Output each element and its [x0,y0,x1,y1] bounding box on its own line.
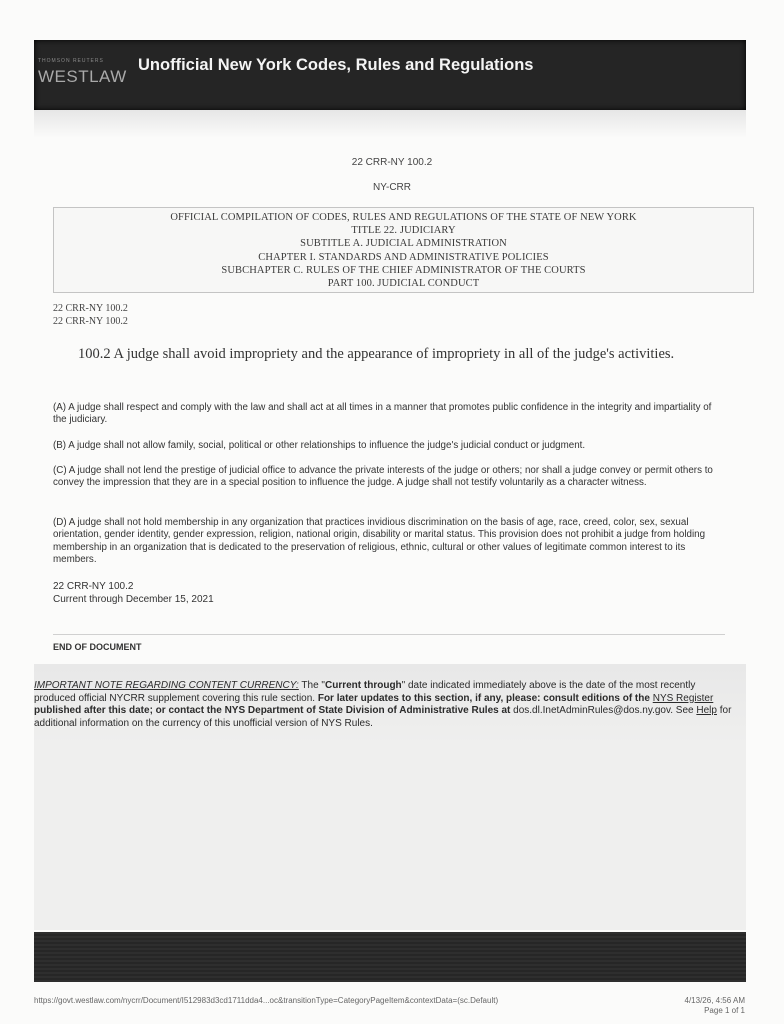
paragraph-d: (D) A judge shall not hold membership in any organization that practices invidious discrimination on the basis of age, race, creed, color, sex, sexual orientation, gender identity, gender expression, religion, national origin, disability or marital status. This provision does not prohibit a judge from holding membership in an organization that is dedicated to the preservation of religious, ethnic, cultural or other values of legitimate common interest to its members. [53,517,706,566]
current-through: Current through December 15, 2021 [53,594,214,605]
section-heading: 100.2 A judge shall avoid impropriety and the appearance of impropriety in all of the judge's activities. [78,346,675,362]
paragraph-b: (B) A judge shall not allow family, social, political or other relationships to influence the judge's judicial conduct or judgment. [53,440,586,451]
divider [53,634,725,635]
note-text: for additional information on the currency of this unofficial version of NYS Rules. [34,705,732,729]
page-number: Page 1 of 1 [704,1006,745,1015]
document-citation: 22 CRR-NY 100.2 [351,157,433,168]
document-source: NY-CRR [373,182,411,193]
header-shade [34,110,746,138]
note-current-through: Current through [325,680,402,691]
paragraph-a: (A) A judge shall respect and comply with the law and shall act at all times in a manner that promotes public confidence in the integrity and impartiality of the judiciary. [53,402,712,426]
paragraph-c: (C) A judge shall not lend the prestige of judicial office to advance the private interests of the judge or others; nor shall a judge convey or permit others to convey the impression that they are in a special position to influence the judge. A judge shall not testify voluntarily as a character witness. [53,465,713,489]
hierarchy-line: TITLE 22. JUDICIARY [351,225,456,237]
end-of-document: END OF DOCUMENT [53,642,142,652]
help-link[interactable]: Help [696,705,717,717]
hierarchy-line: SUBCHAPTER C. RULES OF THE CHIEF ADMINISTRATOR OF THE COURTS [221,264,586,276]
hierarchy-line: PART 100. JUDICIAL CONDUCT [327,278,480,290]
print-datetime: 4/13/26, 4:56 AM [684,996,745,1005]
note-heading: IMPORTANT NOTE REGARDING CONTENT CURRENCY: [34,680,299,691]
note-bold-text: published after this date; or contact the NYS Department of State Division of Administrative Rules at [34,705,511,717]
hierarchy-line: SUBTITLE A. JUDICIAL ADMINISTRATION [300,238,507,250]
nys-register-link[interactable]: NYS Register [652,692,714,704]
footer-citation: 22 CRR-NY 100.2 [53,581,134,592]
note-text: " date indicated immediately above is the date of the most recently produced official NYCRR supplement covering this rule section. [34,680,696,704]
print-info [665,996,745,1016]
footer-bar [34,932,746,982]
currency-note [34,680,734,730]
print-url: https://govt.westlaw.com/nycrr/Document/I512983d3cd1711dda4...oc&transitionType=CategoryPageItem&contextData=(sc.Default) [34,996,499,1005]
citation-ref: 22 CRR-NY 100.2 [53,316,128,327]
citation-ref: 22 CRR-NY 100.2 [53,303,128,314]
logo-tagline: THOMSON REUTERS [38,58,104,64]
footer-citation-block [53,580,214,606]
hierarchy-line: CHAPTER I. STANDARDS AND ADMINISTRATIVE POLICIES [258,251,549,263]
westlaw-logo: WESTLAW [38,67,127,86]
citation-refs [53,302,128,328]
note-text: dos.dl.InetAdminRules@dos.ny.gov. See [510,705,697,717]
note-text: The " [298,680,325,691]
page-title: Unofficial New York Codes, Rules and Regulations [138,56,534,74]
hierarchy-box [53,207,754,293]
note-bold-text: For later updates to this section, if any, please: consult editions of the [317,692,653,704]
header-bar [34,40,746,110]
hierarchy-line: OFFICIAL COMPILATION OF CODES, RULES AND REGULATIONS OF THE STATE OF NEW YORK [170,212,637,223]
